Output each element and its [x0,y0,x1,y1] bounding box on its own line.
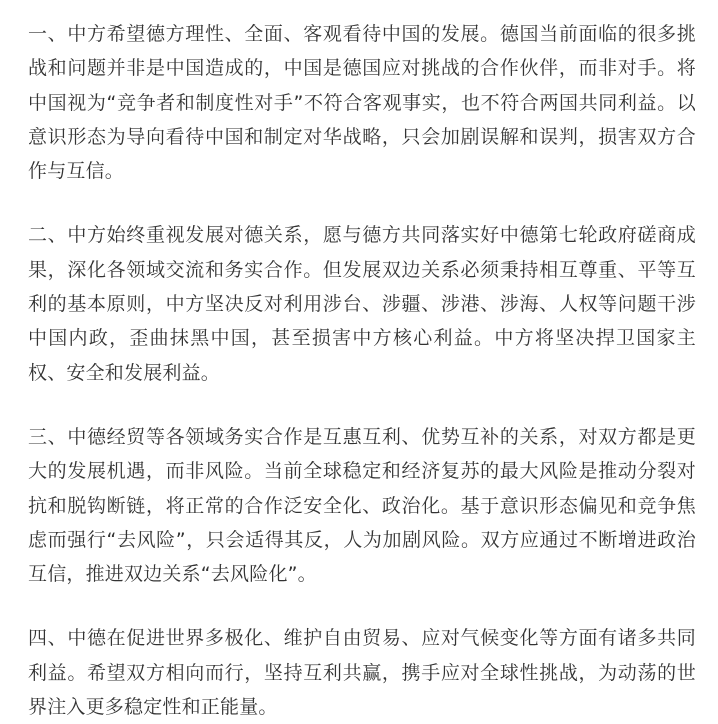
paragraph-4: 四、中德在促进世界多极化、维护自由贸易、应对气候变化等方面有诸多共同利益。希望双方相向而行，坚持互利共赢，携手应对全球性挑战，为动荡的世界注入更多稳定性和正能量。 [28,627,696,719]
paragraph-2: 二、中方始终重视发展对德关系，愿与德方共同落实好中德第七轮政府磋商成果，深化各领域交流和务实合作。但发展双边关系必须秉持相互尊重、平等互利的基本原则，中方坚决反对利用涉台、涉疆、涉港、涉海、人权等问题干涉中国内政，歪曲抹黑中国，甚至损害中方核心利益。中方将坚决捍卫国家主权、安全和发展利益。 [28,224,696,384]
paragraph-1: 一、中方希望德方理性、全面、客观看待中国的发展。德国当前面临的很多挑战和问题并非是中国造成的，中国是德国应对挑战的合作伙伴，而非对手。将中国视为“竞争者和制度性对手”不符合客观事实，也不符合两国共同利益。以意识形态为导向看待中国和制定对华战略，只会加剧误解和误判，损害双方合作与互信。 [28,23,696,183]
article-body [28,17,696,724]
paragraph-3: 三、中德经贸等各领域务实合作是互惠互利、优势互补的关系，对双方都是更大的发展机遇，而非风险。当前全球稳定和经济复苏的最大风险是推动分裂对抗和脱钩断链，将正常的合作泛安全化、政治化。基于意识形态偏见和竞争焦虑而强行“去风险”，只会适得其反，人为加剧风险。双方应通过不断增进政治互信，推进双边关系“去风险化”。 [28,425,696,586]
